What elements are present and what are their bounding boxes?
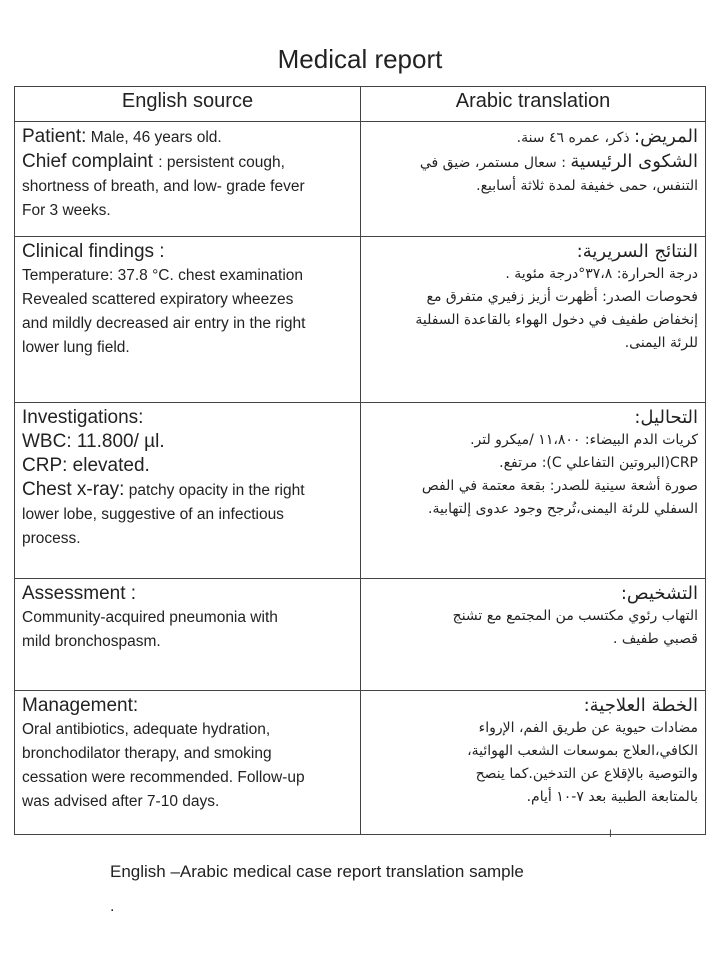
text-line: Temperature: 37.8 °C. chest examination [22, 267, 304, 284]
english-cell [15, 122, 361, 237]
section-heading: التحاليل: [634, 407, 698, 428]
line-text: : persistent cough, [158, 154, 285, 171]
line-text: التنفس، حمى خفيفة لمدة ثلاثة أسابيع. [476, 178, 698, 194]
arabic-cell [361, 691, 706, 835]
line-text: ذكر، عمره ٤٦ سنة. [516, 130, 635, 146]
text-line: صورة أشعة سينية للصدر: بقعة معتمة في الفص [421, 478, 698, 494]
table-row [15, 237, 706, 403]
text-line: Revealed scattered expiratory wheezes [22, 291, 294, 308]
report-table [14, 86, 706, 835]
section-heading: التشخيص: [620, 583, 698, 604]
line-head: Chief complaint [22, 151, 159, 172]
section-heading: الخطة العلاجية: [583, 695, 698, 716]
english-source-header: English source [15, 87, 361, 122]
text-line: CRP(البروتين التفاعلي C): مرتفع. [499, 455, 698, 471]
line-head: Chest x-ray: [22, 479, 125, 500]
line-head: Patient: [22, 126, 87, 147]
text-line: الكافي،العلاج بموسعات الشعب الهوائية، [467, 743, 698, 759]
arabic-translation-header: Arabic translation [361, 87, 706, 122]
line-text: shortness of breath, and low- grade fever [22, 178, 305, 195]
text-line: فحوصات الصدر: أظهرت أزيز زفيري متفرق مع [426, 289, 698, 305]
text-line: بالمتابعة الطبية بعد ٧-١٠ أيام. [526, 789, 698, 805]
text-line [22, 478, 353, 503]
line-text: Male, 46 years old. [86, 129, 222, 146]
stray-mark: ا [609, 829, 612, 840]
arabic-cell [361, 403, 706, 579]
line-head: الشكوى الرئيسية [570, 151, 698, 172]
section-heading: Assessment : [22, 583, 137, 604]
text-line: التهاب رئوي مكتسب من المجتمع مع تشنج [452, 608, 698, 624]
section-heading: Investigations: [22, 407, 144, 428]
header-row [15, 87, 706, 122]
page-title: Medical report [277, 44, 443, 74]
text-line [368, 150, 698, 175]
text-line: إنخفاض طفيف في دخول الهواء بالقاعدة السفلية [415, 312, 698, 328]
section-heading: النتائج السريرية: [576, 241, 698, 262]
text-line [22, 175, 353, 199]
text-line: and mildly decreased air entry in the right [22, 315, 306, 332]
english-cell [15, 237, 361, 403]
english-cell [15, 579, 361, 691]
text-line [22, 125, 353, 150]
line-text: : سعال مستمر، ضيق في [419, 155, 571, 171]
text-line: Oral antibiotics, adequate hydration, [22, 721, 271, 738]
text-line [22, 150, 353, 175]
section-heading: Clinical findings : [22, 241, 165, 262]
footer-dot: . [110, 898, 115, 915]
table-row [15, 403, 706, 579]
arabic-cell [361, 237, 706, 403]
text-line: CRP: elevated. [22, 455, 150, 476]
table-row [15, 122, 706, 237]
text-line: قصبي طفيف . [612, 631, 698, 647]
text-line: lower lung field. [22, 339, 130, 356]
document-caption: English –Arabic medical case report translation sample [110, 862, 524, 881]
english-cell [15, 403, 361, 579]
text-line [368, 125, 698, 150]
text-line: للرئة اليمنى. [624, 335, 698, 351]
table-row [15, 579, 706, 691]
text-line: process. [22, 530, 81, 547]
arabic-cell [361, 122, 706, 237]
text-line: was advised after 7-10 days. [22, 793, 220, 810]
text-line: Community-acquired pneumonia with [22, 609, 278, 626]
text-line: WBC: 11.800/ µl. [22, 431, 165, 452]
text-line: درجة الحرارة: ٣٧،٨°درجة مئوية . [505, 266, 698, 282]
text-line: السفلي للرئة اليمنى،تُرجح وجود عدوى إلتهابية. [428, 501, 698, 517]
section-heading: Management: [22, 695, 139, 716]
line-head: المريض: [634, 126, 698, 147]
text-line: والتوصية بالإقلاع عن التدخين.كما ينصح [475, 766, 698, 782]
text-line: مضادات حيوية عن طريق الفم، الإرواء [478, 720, 698, 736]
line-text: For 3 weeks. [22, 202, 111, 219]
text-line [368, 175, 698, 198]
text-line [22, 199, 353, 223]
text-line: كريات الدم البيضاء: ١١،٨٠٠ /ميكرو لتر. [470, 432, 698, 448]
text-line: bronchodilator therapy, and smoking [22, 745, 272, 762]
english-cell [15, 691, 361, 835]
arabic-cell [361, 579, 706, 691]
line-text: patchy opacity in the right [124, 482, 305, 499]
text-line: cessation were recommended. Follow-up [22, 769, 305, 786]
table-row [15, 691, 706, 835]
text-line: lower lobe, suggestive of an infectious [22, 506, 284, 523]
text-line: mild bronchospasm. [22, 633, 161, 650]
